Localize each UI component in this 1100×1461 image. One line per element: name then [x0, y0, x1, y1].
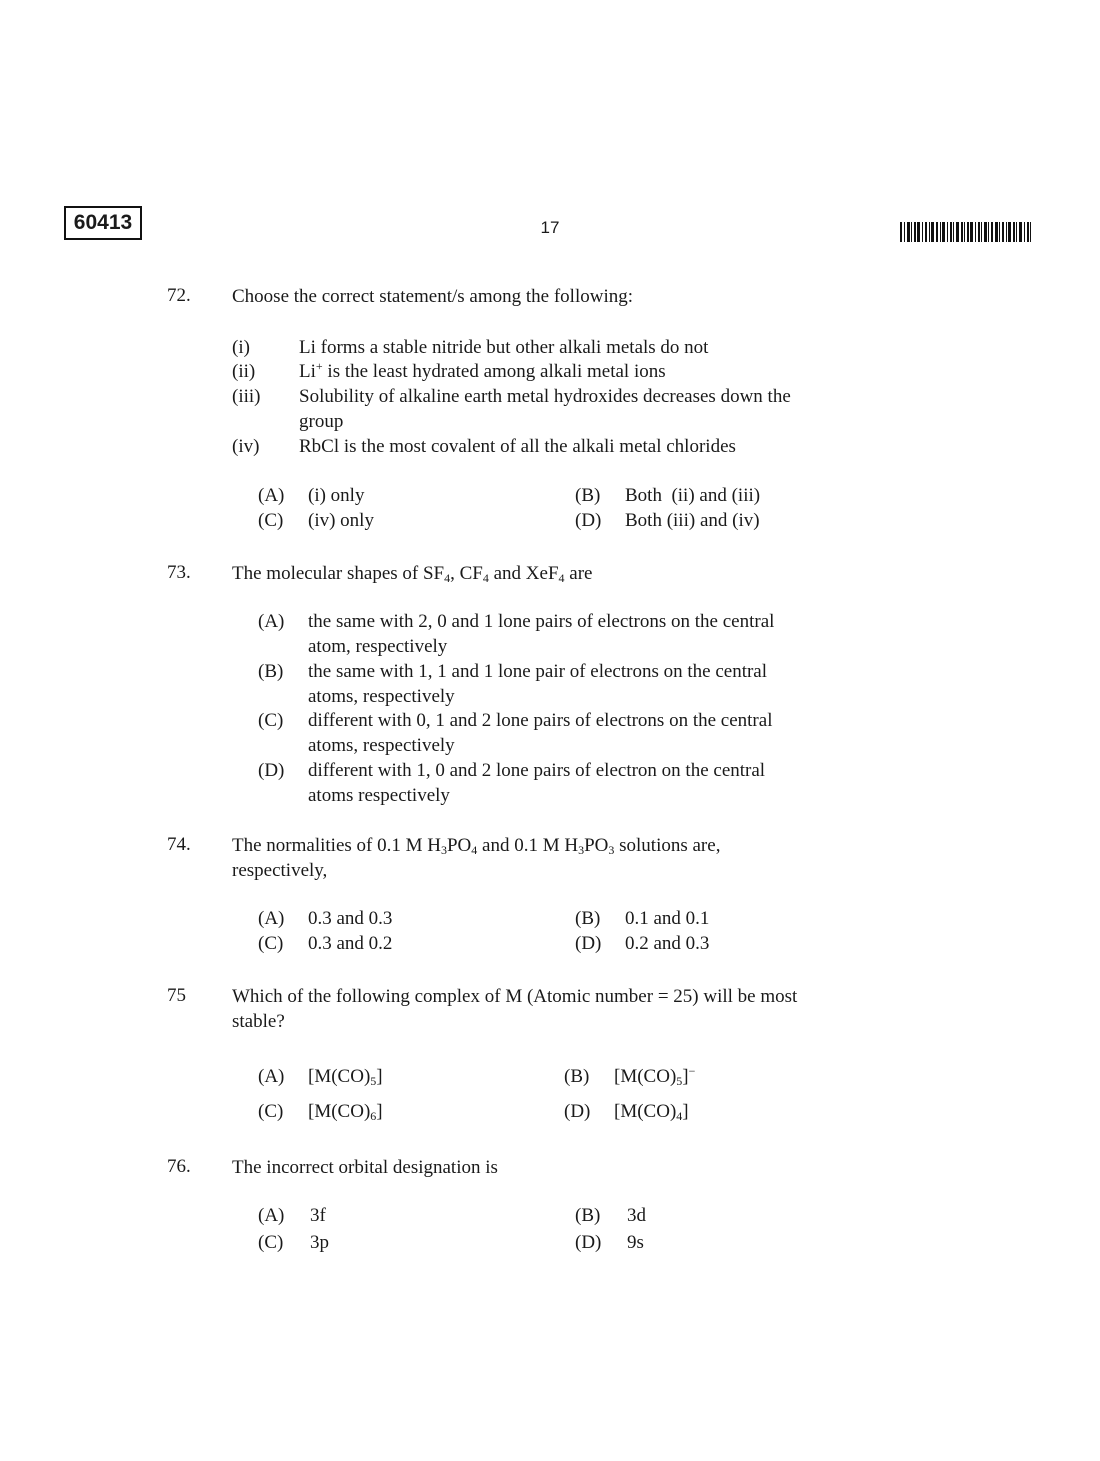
option-text: $[M(CO)_4]$: [614, 1101, 689, 1123]
question-stem: Choose the correct statement/s among the following:: [232, 286, 634, 307]
option-text: (iv) only: [308, 510, 374, 531]
question-stem: The normalities of 0.1 M $H_3PO_4$ and 0.1 M $H_3PO_3$ solutions are,: [232, 835, 721, 857]
option-label: (D): [575, 510, 602, 531]
option-text: 9s: [627, 1232, 644, 1253]
option-label: (D): [258, 760, 285, 781]
option-text: different with 0, 1 and 2 lone pairs of electrons on the central: [308, 710, 773, 731]
barcode: [900, 222, 1031, 242]
statement-label: (i): [232, 337, 250, 358]
option-text: 0.3 and 0.3: [308, 908, 393, 929]
question-stem-continued: respectively,: [232, 860, 328, 881]
question-number: 72.: [167, 285, 191, 306]
option-text-continued: atoms, respectively: [308, 735, 455, 756]
option-label: (B): [575, 1205, 601, 1226]
option-label: (B): [258, 661, 284, 682]
option-text: 3p: [310, 1232, 329, 1253]
question-stem: The incorrect orbital designation is: [232, 1157, 498, 1178]
statement-text: Solubility of alkaline earth metal hydroxides decreases down the: [299, 386, 791, 407]
option-text: the same with 1, 1 and 1 lone pair of electrons on the central: [308, 661, 768, 682]
option-text: 0.2 and 0.3: [625, 933, 710, 954]
option-text: $[M(CO)_5]^-$: [614, 1064, 696, 1088]
statement-label: (iii): [232, 386, 261, 407]
question-stem: Which of the following complex of M (Atomic number = 25) will be most: [232, 986, 798, 1007]
option-text: 3d: [627, 1205, 646, 1226]
option-label: (C): [258, 510, 284, 531]
option-text: different with 1, 0 and 2 lone pairs of electron on the central: [308, 760, 766, 781]
option-text: 0.1 and 0.1: [625, 908, 710, 929]
option-label: (C): [258, 710, 284, 731]
option-text-continued: atom, respectively: [308, 636, 448, 657]
option-text: Both (ii) and (iii): [625, 485, 761, 506]
option-label: (C): [258, 1232, 284, 1253]
statement-text: Li+ is the least hydrated among alkali metal ions: [299, 359, 666, 382]
option-label: (D): [575, 933, 602, 954]
option-text: Both (iii) and (iv): [625, 510, 760, 531]
paper-code: 60413: [64, 206, 142, 240]
option-text: the same with 2, 0 and 1 lone pairs of electrons on the central: [308, 611, 775, 632]
question-stem: The molecular shapes of $SF_4$, $CF_4$ and XeF$_4$ are: [232, 563, 593, 585]
option-text: 0.3 and 0.2: [308, 933, 393, 954]
statement-text: RbCl is the most covalent of all the alkali metal chlorides: [299, 436, 736, 457]
statement-label: (iv): [232, 436, 260, 457]
option-label: (A): [258, 485, 285, 506]
option-label: (C): [258, 1101, 284, 1122]
option-text: 3f: [310, 1205, 326, 1226]
option-text: $[M(CO)_6]$: [308, 1101, 383, 1123]
option-text: $[M(CO)_5]$: [308, 1066, 383, 1088]
option-label: (B): [575, 908, 601, 929]
option-label: (A): [258, 908, 285, 929]
question-number: 73.: [167, 562, 191, 583]
option-label: (D): [564, 1101, 591, 1122]
page-number: 17: [540, 218, 560, 237]
statement-label: (ii): [232, 361, 256, 382]
statement-text-continued: group: [299, 411, 344, 432]
statement-text: Li forms a stable nitride but other alkali metals do not: [299, 337, 709, 358]
option-label: (B): [575, 485, 601, 506]
option-text: (i) only: [308, 485, 365, 506]
option-label: (A): [258, 611, 285, 632]
question-stem-continued: stable?: [232, 1011, 285, 1032]
question-number: 76.: [167, 1156, 191, 1177]
option-label: (D): [575, 1232, 602, 1253]
option-label: (A): [258, 1205, 285, 1226]
option-label: (C): [258, 933, 284, 954]
option-label: (A): [258, 1066, 285, 1087]
option-label: (B): [564, 1066, 590, 1087]
option-text-continued: atoms respectively: [308, 785, 450, 806]
question-number: 74.: [167, 834, 191, 855]
option-text-continued: atoms, respectively: [308, 686, 455, 707]
question-number: 75: [167, 985, 186, 1006]
